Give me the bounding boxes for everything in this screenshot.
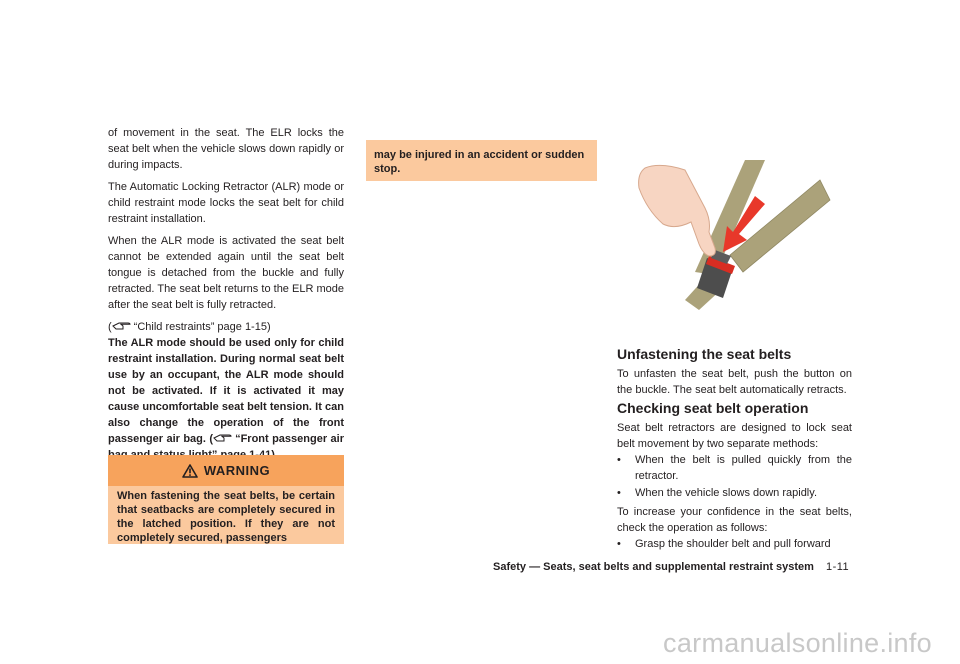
watermark: carmanualsonline.info xyxy=(663,628,932,658)
paragraph-elr-locks: of movement in the seat. The ELR locks the seat belt when the vehicle slows down rapidly or during impacts. xyxy=(108,127,344,171)
paragraph-alr-mode: The Automatic Locking Retractor (ALR) mode or child restraint mode locks the seat belt for child restraint installation. xyxy=(108,181,344,225)
warning-continued: may be injured in an accident or sudden stop. xyxy=(366,140,597,181)
paragraph-alr-caution: The ALR mode should be used only for child restraint installation. During normal seat belt use by an occupant, the ALR mode should not be activated. If it is activated it may cause uncomfortable seat belt tension. It can also change the operation of the front passenger air bag. ( “Front passenger air xyxy=(108,335,344,463)
paragraph-increase-confidence: To increase your confidence in the seat belts, check the operation as follows: xyxy=(617,506,852,534)
heading-checking: Checking seat belt operation xyxy=(617,400,809,416)
page-number: 1-11 xyxy=(825,561,850,573)
paragraph-alr-activated: When the ALR mode is activated the seat belt cannot be extended again until the seat belt tongue is detached from the buckle and fully retracted. The seat belt returns to the ELR mode after the seat belt is fully retracted. xyxy=(108,235,344,311)
warning-body: When fastening the seat belts, be certain that seatbacks are completely secured in the latched position. If they are not completely secured, passengers xyxy=(108,486,344,544)
footer-section-title: Safety — Seats, seat belts and supplemental restraint system xyxy=(493,561,814,573)
pointing-hand-icon xyxy=(213,432,233,443)
warning-triangle-icon xyxy=(182,464,198,478)
heading-unfastening: Unfastening the seat belts xyxy=(617,346,792,362)
pointing-hand-icon xyxy=(112,320,132,331)
warning-header xyxy=(108,455,344,486)
paragraph-unfasten: To unfasten the seat belt, push the button on the buckle. The seat belt automatically retracts. xyxy=(617,368,852,396)
page-footer xyxy=(493,561,849,573)
reference-child-restraints[interactable]: ( “Child restraints” page 1-15) xyxy=(108,321,271,333)
column-left xyxy=(108,125,344,463)
seat-belt-buckle-illustration xyxy=(615,160,855,310)
paragraph-check-intro: Seat belt retractors are designed to lock seat belt movement by two separate methods: xyxy=(617,422,852,450)
warning-title: WARNING xyxy=(203,463,271,478)
reference-front-passenger-airbag[interactable]: ( “Front passenger air xyxy=(209,433,344,445)
